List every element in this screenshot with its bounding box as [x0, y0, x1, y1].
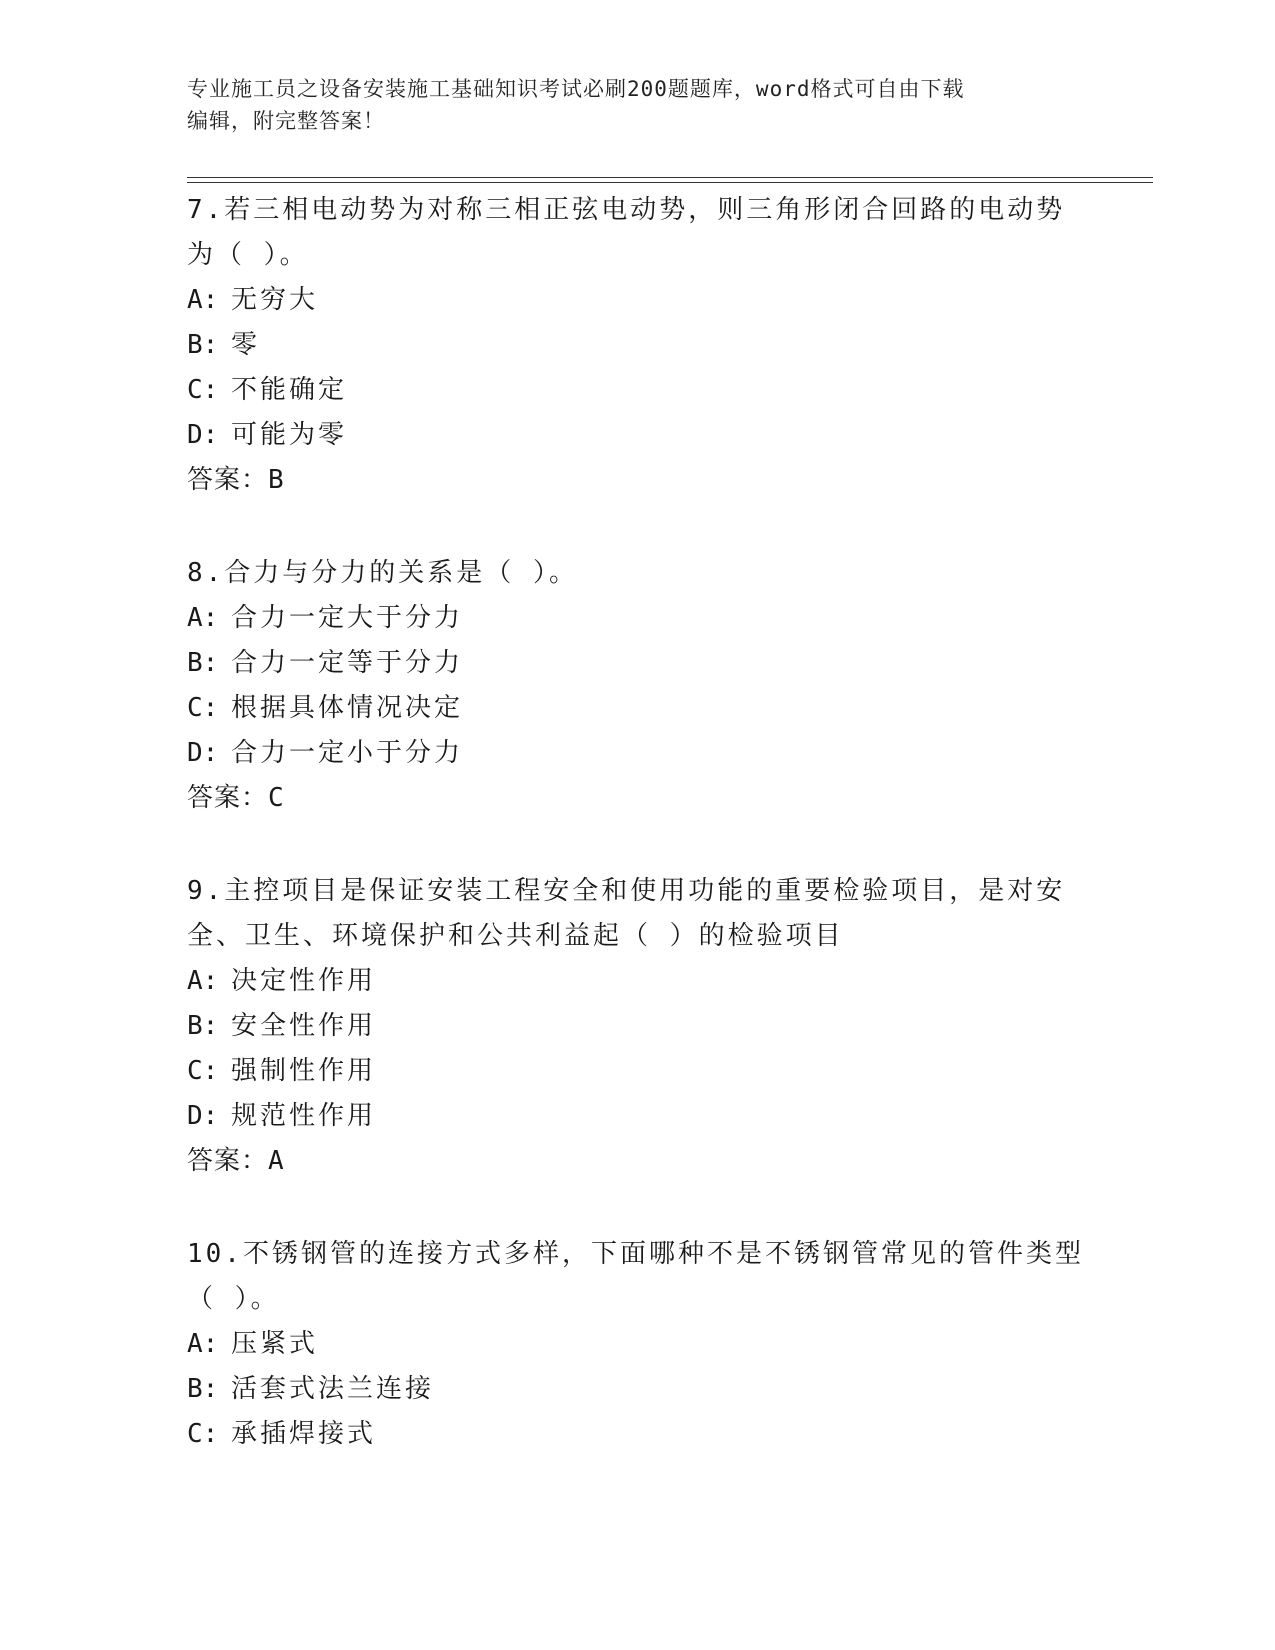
header-rule-bottom — [187, 182, 1153, 183]
option-letter: C: — [187, 375, 219, 405]
option-d — [187, 413, 1087, 458]
answer: 答案：A — [187, 1146, 285, 1176]
option-b — [187, 641, 1087, 686]
option-letter: A: — [187, 1329, 219, 1359]
question-9 — [187, 869, 1087, 1184]
option-letter: D: — [187, 420, 219, 450]
option-text: 合力一定等于分力 — [231, 648, 464, 678]
option-text: 强制性作用 — [231, 1056, 377, 1086]
option-b — [187, 323, 1087, 368]
option-d — [187, 731, 1087, 776]
option-letter: C: — [187, 693, 219, 723]
question-8 — [187, 551, 1087, 821]
option-text: 决定性作用 — [231, 966, 377, 996]
option-text: 压紧式 — [231, 1329, 319, 1359]
question-10 — [187, 1232, 1087, 1457]
question-text: 7.若三相电动势为对称三相正弦电动势，则三角形闭合回路的电动势为（ ）。 — [187, 195, 1066, 270]
option-letter: D: — [187, 1101, 219, 1131]
option-b — [187, 1004, 1087, 1049]
option-text: 合力一定小于分力 — [231, 738, 464, 768]
option-text: 安全性作用 — [231, 1011, 377, 1041]
option-text: 可能为零 — [231, 420, 348, 450]
header-line-1: 专业施工员之设备安装施工基础知识考试必刷200题题库，word格式可自由下载 — [187, 77, 965, 101]
option-a — [187, 278, 1087, 323]
option-a — [187, 1322, 1087, 1367]
option-letter: B: — [187, 1374, 219, 1404]
option-letter: C: — [187, 1056, 219, 1086]
option-c — [187, 686, 1087, 731]
option-a — [187, 596, 1087, 641]
option-letter: B: — [187, 330, 219, 360]
document-header — [187, 73, 1087, 137]
answer: 答案：C — [187, 783, 285, 813]
question-7 — [187, 188, 1087, 503]
option-letter: A: — [187, 603, 219, 633]
option-c — [187, 368, 1087, 413]
option-c — [187, 1412, 1087, 1457]
option-letter: B: — [187, 648, 219, 678]
option-letter: A: — [187, 285, 219, 315]
question-list — [187, 188, 1087, 1505]
option-text: 不能确定 — [231, 375, 348, 405]
question-text: 8.合力与分力的关系是（ ）。 — [187, 558, 578, 588]
option-b — [187, 1367, 1087, 1412]
header-rule-top — [187, 177, 1153, 178]
option-a — [187, 959, 1087, 1004]
option-letter: C: — [187, 1419, 219, 1449]
question-text: 10.不锈钢管的连接方式多样，下面哪种不是不锈钢管常见的管件类型（ ）。 — [187, 1239, 1084, 1314]
question-text: 9.主控项目是保证安装工程安全和使用功能的重要检验项目，是对安全、卫生、环境保护和公共利益起（ ）的检验项目 — [187, 876, 1066, 951]
answer: 答案：B — [187, 465, 285, 495]
option-letter: D: — [187, 738, 219, 768]
option-letter: A: — [187, 966, 219, 996]
option-text: 合力一定大于分力 — [231, 603, 464, 633]
option-text: 零 — [231, 330, 261, 360]
option-c — [187, 1049, 1087, 1094]
option-text: 无穷大 — [231, 285, 319, 315]
option-text: 规范性作用 — [231, 1101, 377, 1131]
option-text: 活套式法兰连接 — [231, 1374, 435, 1404]
header-line-2: 编辑，附完整答案！ — [187, 109, 385, 133]
option-letter: B: — [187, 1011, 219, 1041]
option-text: 承插焊接式 — [231, 1419, 377, 1449]
option-text: 根据具体情况决定 — [231, 693, 464, 723]
option-d — [187, 1094, 1087, 1139]
